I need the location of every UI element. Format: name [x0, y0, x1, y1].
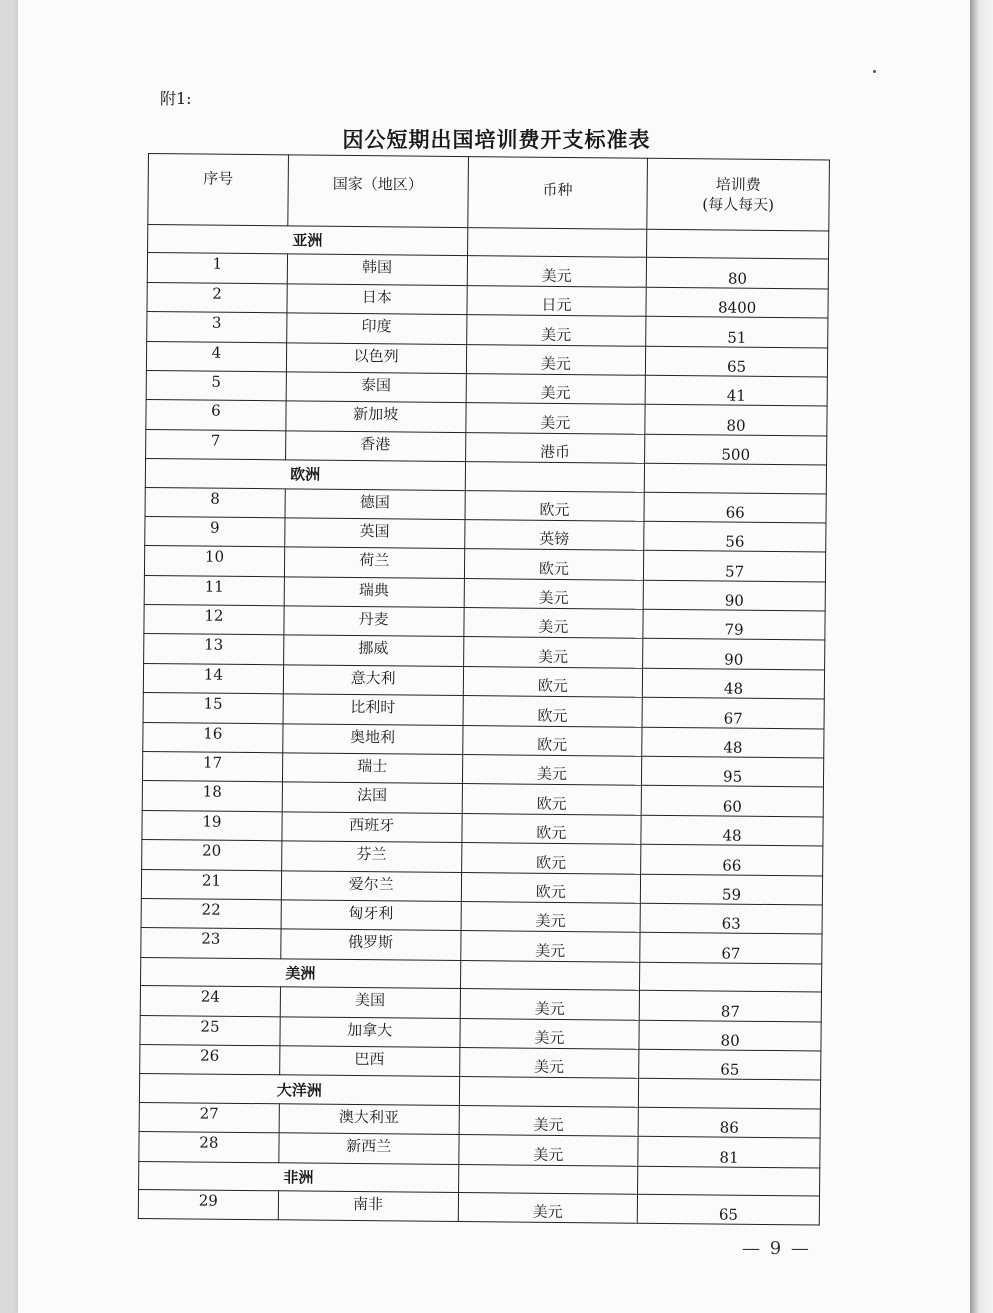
fee-cell: 48 [642, 727, 824, 758]
country-cell: 南非 [278, 1191, 458, 1222]
country-cell: 俄罗斯 [281, 929, 461, 960]
currency-cell: 欧元 [462, 725, 642, 756]
row-number: 4 [146, 341, 286, 372]
fee-cell: 500 [645, 434, 827, 465]
currency-cell: 欧元 [461, 872, 641, 903]
currency-cell: 美元 [460, 931, 640, 962]
country-cell: 日本 [287, 284, 467, 315]
empty-cell [465, 462, 645, 492]
currency-cell: 美元 [463, 608, 643, 639]
currency-cell: 美元 [464, 578, 644, 609]
fee-cell: 90 [643, 580, 825, 611]
country-cell: 泰国 [286, 372, 466, 403]
empty-cell [459, 1077, 639, 1107]
currency-cell: 欧元 [461, 843, 641, 874]
currency-cell: 美元 [460, 989, 640, 1020]
currency-cell: 日元 [466, 285, 646, 316]
empty-cell [467, 228, 647, 258]
currency-cell: 美元 [458, 1192, 638, 1223]
country-cell: 印度 [286, 313, 466, 344]
fee-cell: 48 [643, 668, 825, 699]
country-cell: 奥地利 [283, 723, 463, 754]
country-cell: 荷兰 [284, 547, 464, 578]
currency-cell: 美元 [467, 256, 647, 287]
row-number: 1 [147, 253, 287, 284]
header-currency: 币种 [467, 157, 647, 230]
row-number: 24 [140, 986, 280, 1017]
empty-cell [644, 463, 826, 493]
currency-cell: 欧元 [463, 666, 643, 697]
country-cell: 美国 [280, 987, 460, 1018]
fee-cell: 95 [642, 756, 824, 787]
currency-cell: 美元 [459, 1105, 639, 1136]
empty-cell [458, 1164, 638, 1194]
row-number: 12 [144, 605, 284, 636]
country-cell: 匈牙利 [281, 900, 461, 931]
row-number: 21 [141, 869, 281, 900]
fee-cell: 80 [639, 1020, 821, 1051]
fee-cell: 67 [642, 698, 824, 729]
fee-cell: 66 [644, 492, 826, 523]
currency-cell: 美元 [466, 344, 646, 375]
fee-cell: 48 [641, 815, 823, 846]
country-cell: 德国 [285, 488, 465, 519]
fee-cell: 65 [646, 346, 828, 377]
row-number: 18 [142, 781, 282, 812]
fee-cell: 56 [644, 521, 826, 552]
region-name: 亚洲 [148, 225, 468, 256]
country-cell: 瑞典 [284, 577, 464, 608]
fee-cell: 67 [640, 933, 822, 964]
country-cell: 澳大利亚 [279, 1104, 459, 1135]
header-fee [647, 158, 829, 231]
row-number: 20 [142, 840, 282, 871]
row-number: 27 [139, 1102, 279, 1133]
fee-cell: 51 [646, 316, 828, 347]
fee-cell: 80 [645, 405, 827, 436]
empty-cell [640, 962, 822, 992]
row-number: 17 [142, 752, 282, 783]
row-number: 14 [143, 663, 283, 694]
row-number: 29 [138, 1189, 278, 1220]
fee-cell: 65 [639, 1049, 821, 1080]
header-country: 国家（地区） [288, 155, 468, 228]
page-edge-shadow [970, 0, 993, 1313]
row-number: 9 [145, 516, 285, 547]
row-number: 28 [139, 1132, 279, 1163]
country-cell: 韩国 [287, 254, 467, 285]
scan-speck [873, 70, 876, 73]
currency-cell: 美元 [459, 1047, 639, 1078]
empty-cell [647, 229, 829, 259]
country-cell: 英国 [285, 518, 465, 549]
row-number: 10 [144, 546, 284, 577]
fee-cell: 66 [641, 844, 823, 875]
attachment-label: 附1: [160, 89, 192, 108]
table-body [138, 225, 829, 1226]
row-number: 26 [140, 1044, 280, 1075]
header-no: 序号 [148, 154, 288, 226]
country-cell: 挪威 [283, 635, 463, 666]
country-cell: 芬兰 [281, 841, 461, 872]
currency-cell: 美元 [462, 755, 642, 786]
fee-cell: 59 [641, 874, 823, 905]
currency-cell: 美元 [466, 374, 646, 405]
country-cell: 爱尔兰 [281, 870, 461, 901]
row-number: 7 [146, 429, 286, 460]
country-cell: 香港 [285, 431, 465, 462]
row-number: 19 [142, 810, 282, 841]
row-number: 13 [144, 634, 284, 665]
country-cell: 加拿大 [280, 1016, 460, 1047]
row-number: 6 [146, 400, 286, 431]
country-cell: 新西兰 [279, 1133, 459, 1164]
currency-cell: 美元 [459, 1018, 639, 1049]
document-title: 因公短期出国培训费开支标准表 [342, 127, 651, 152]
table-row [138, 1189, 819, 1225]
row-number: 16 [143, 722, 283, 753]
country-cell: 巴西 [279, 1046, 459, 1077]
fee-cell: 8400 [646, 287, 828, 318]
fee-cell: 86 [638, 1107, 820, 1138]
empty-cell [460, 960, 640, 990]
country-cell: 新加坡 [286, 401, 466, 432]
fee-cell: 81 [638, 1136, 820, 1167]
fee-cell: 57 [644, 551, 826, 582]
currency-cell: 欧元 [461, 813, 641, 844]
country-cell: 瑞士 [282, 753, 462, 784]
table-header-row [148, 154, 830, 232]
currency-cell: 欧元 [462, 784, 642, 815]
currency-cell: 美元 [465, 403, 645, 434]
currency-cell: 美元 [461, 902, 641, 933]
region-name: 美洲 [141, 957, 461, 988]
currency-cell: 英镑 [464, 519, 644, 550]
region-name: 非洲 [139, 1161, 459, 1192]
fee-cell: 63 [640, 903, 822, 934]
currency-cell: 欧元 [465, 490, 645, 521]
row-number: 22 [141, 898, 281, 929]
currency-cell: 美元 [463, 637, 643, 668]
row-number: 25 [140, 1015, 280, 1046]
region-name: 欧洲 [145, 459, 465, 490]
region-name: 大洋洲 [139, 1074, 459, 1105]
currency-cell: 欧元 [464, 549, 644, 580]
empty-cell [639, 1079, 821, 1109]
training-fee-table [138, 153, 830, 1226]
currency-cell: 港币 [465, 432, 645, 463]
row-number: 3 [147, 312, 287, 343]
country-cell: 以色列 [286, 342, 466, 373]
country-cell: 意大利 [283, 665, 463, 696]
currency-cell: 美元 [458, 1135, 638, 1166]
fee-cell: 79 [643, 609, 825, 640]
country-cell: 西班牙 [282, 812, 462, 843]
row-number: 2 [147, 282, 287, 313]
fee-cell: 90 [643, 639, 825, 670]
row-number: 11 [144, 575, 284, 606]
fee-cell: 87 [639, 990, 821, 1021]
header-fee-line2: (每人每天) [702, 195, 775, 215]
country-cell: 比利时 [283, 694, 463, 725]
row-number: 15 [143, 693, 283, 724]
fee-cell: 60 [641, 786, 823, 817]
header-fee-line1: 培训费 [715, 175, 761, 194]
country-cell: 丹麦 [284, 606, 464, 637]
page-number: — 9 — [742, 1238, 811, 1259]
row-number: 5 [146, 370, 286, 401]
fee-cell: 80 [646, 258, 828, 289]
fee-cell: 41 [645, 375, 827, 406]
country-cell: 法国 [282, 782, 462, 813]
empty-cell [638, 1166, 820, 1196]
currency-cell: 欧元 [463, 696, 643, 727]
row-number: 23 [141, 928, 281, 959]
currency-cell: 美元 [466, 315, 646, 346]
fee-cell: 65 [637, 1194, 819, 1225]
row-number: 8 [145, 487, 285, 518]
